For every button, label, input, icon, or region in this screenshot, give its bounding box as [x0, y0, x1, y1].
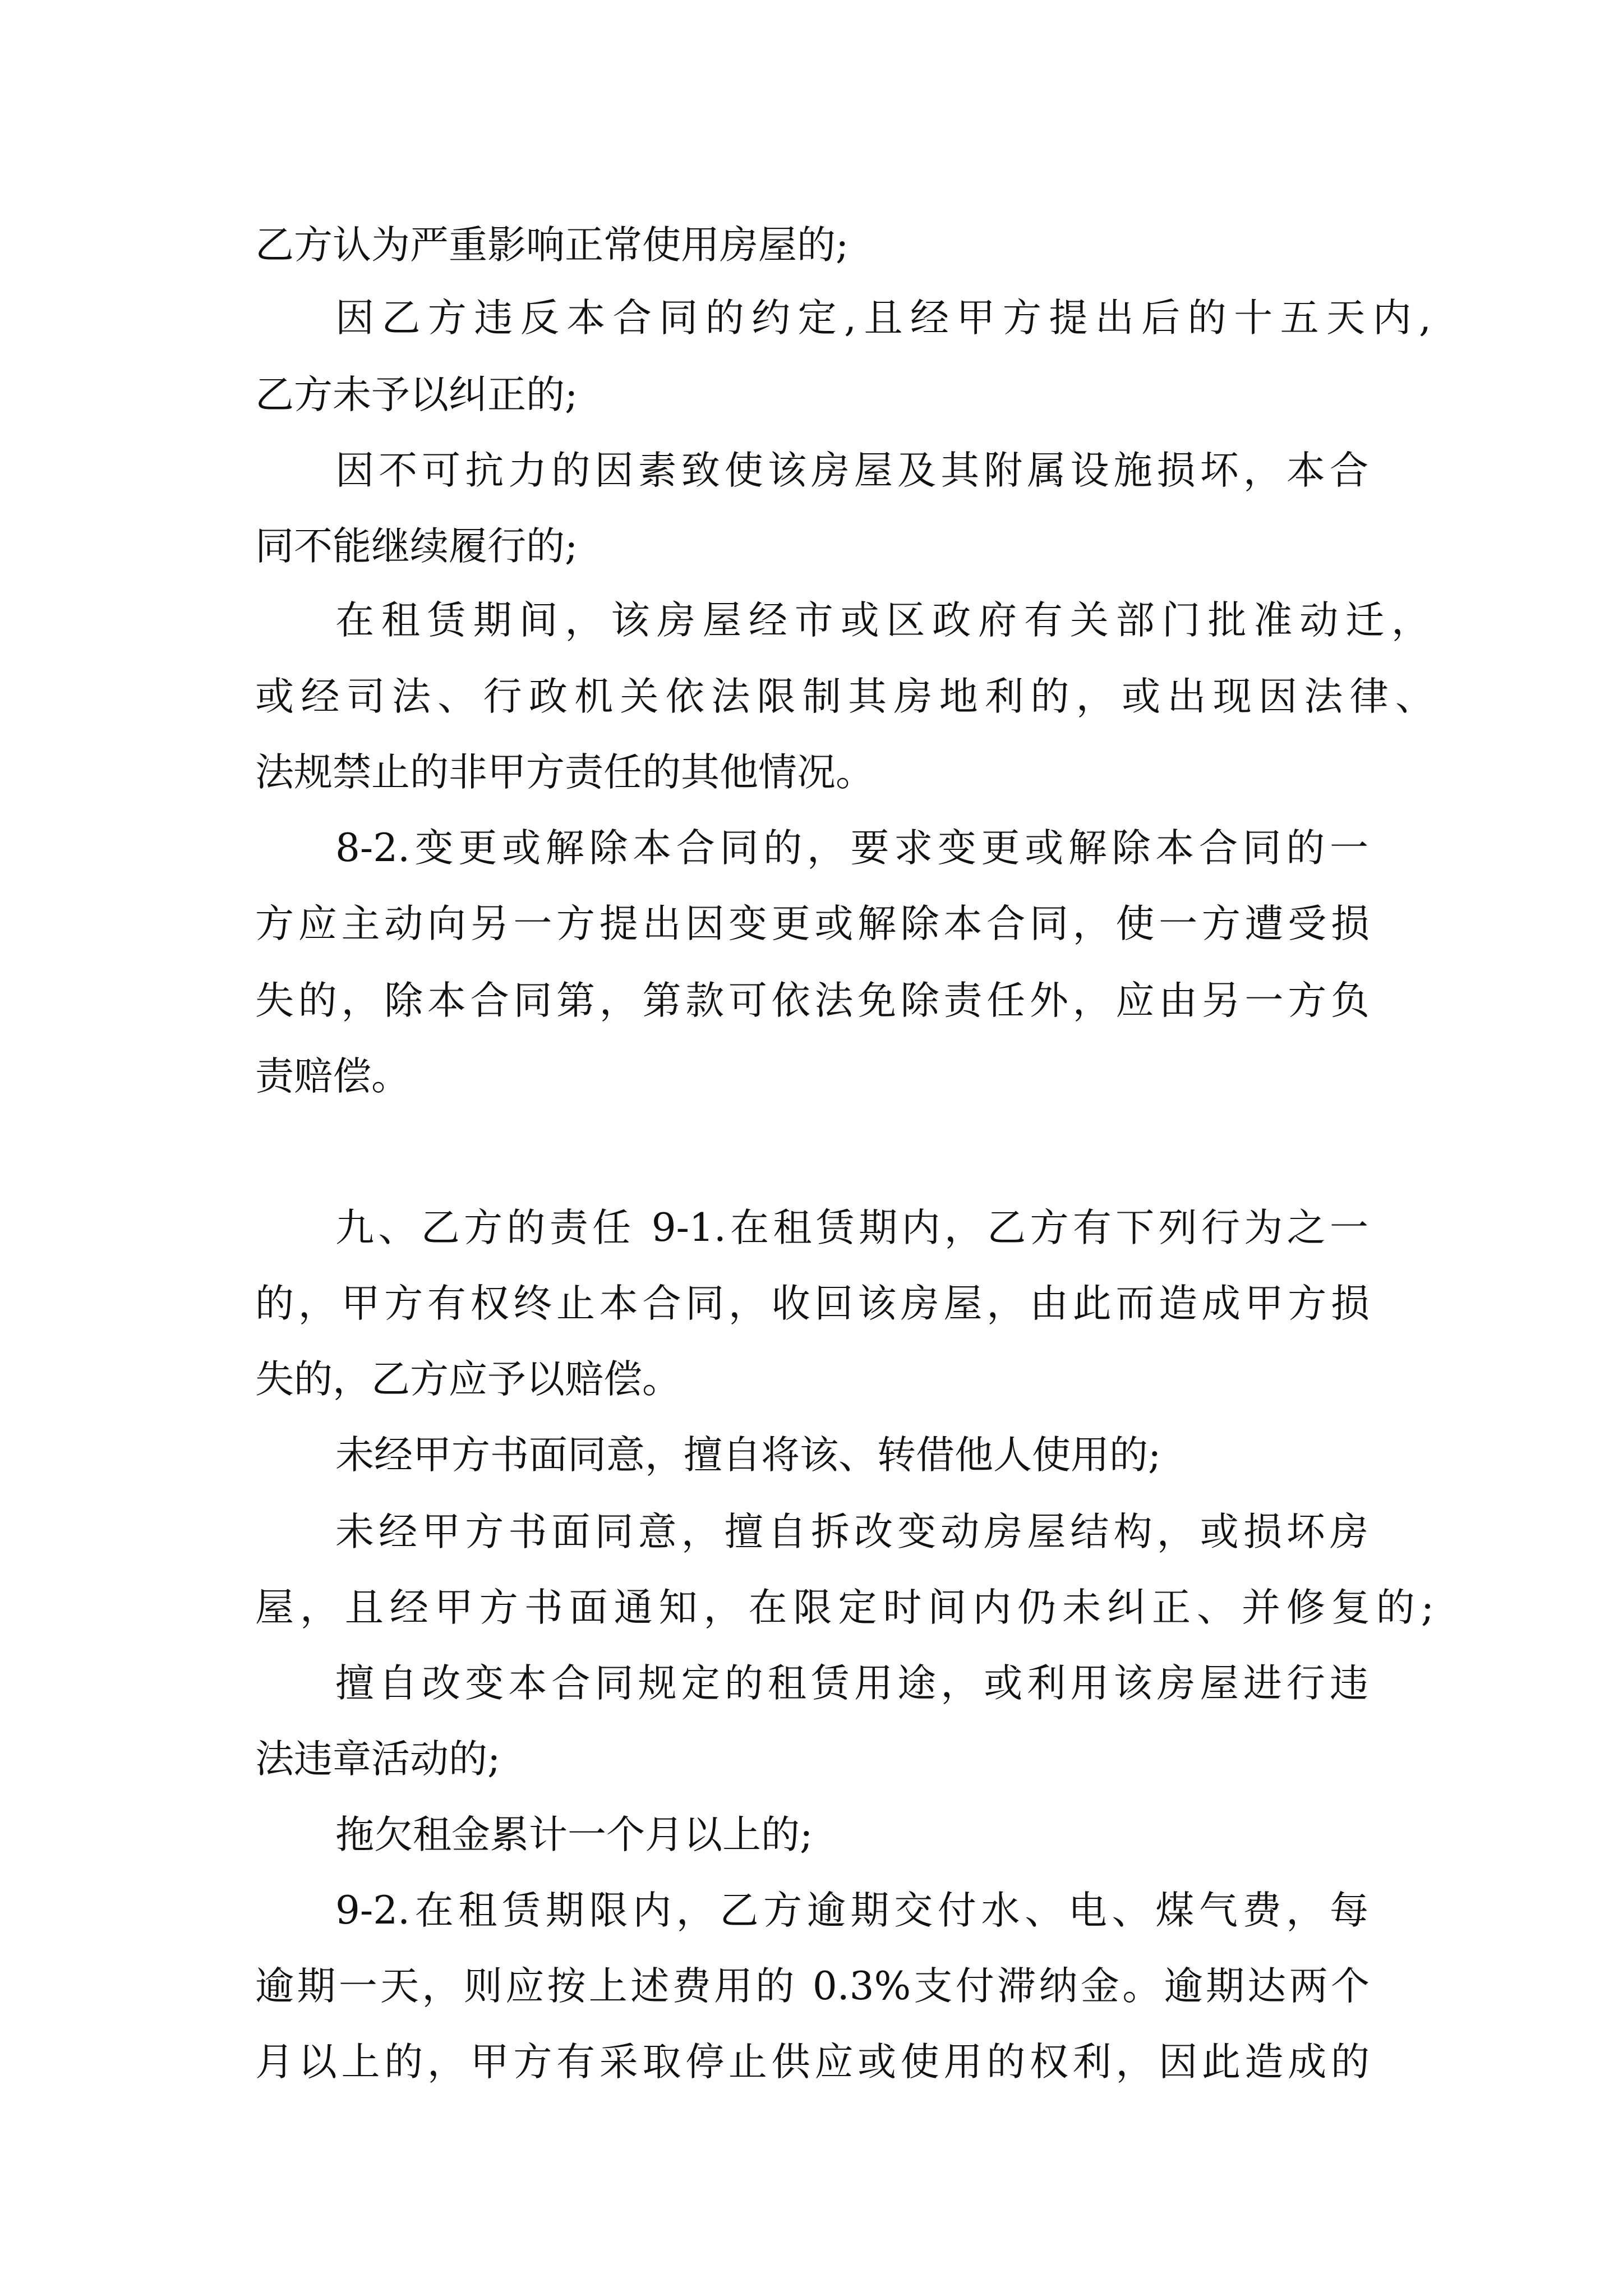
text-line: 乙方未予以纠正的; [255, 372, 578, 417]
text-line: 在租赁期间，该房屋经市或区政府有关部门批准动迁， [335, 598, 1430, 643]
text-line: 因乙方违反本合同的约定,且经甲方提出后的十五天内, [335, 296, 1431, 341]
text-line: 擅自改变本合同规定的租赁用途，或利用该房屋进行违 [335, 1661, 1368, 1706]
text-line: 逾期一天，则应按上述费用的 0.3%支付滞纳金。逾期达两个 [255, 1964, 1370, 2009]
text-line: 失的，乙方应予以赔偿。 [255, 1357, 681, 1402]
text-line: 法规禁止的非甲方责任的其他情况。 [255, 750, 874, 795]
text-line: 月以上的，甲方有采取停止供应或使用的权利，因此造成的 [255, 2040, 1370, 2085]
text-line: 因不可抗力的因素致使该房屋及其附属设施损坏，本合 [335, 448, 1368, 493]
text-line: 未经甲方书面同意，擅自将该、转借他人使用的; [335, 1433, 1161, 1478]
text-line: 责赔偿。 [255, 1054, 410, 1099]
text-line: 拖欠租金累计一个月以上的; [335, 1812, 813, 1857]
text-line: 或经司法、行政机关依法限制其房地利的，或出现因法律、 [255, 674, 1434, 719]
text-line: 的，甲方有权终止本合同，收回该房屋，由此而造成甲方损 [255, 1281, 1370, 1326]
text-line: 8-2.变更或解除本合同的，要求变更或解除本合同的一 [335, 826, 1368, 871]
text-line: 法违章活动的; [255, 1737, 501, 1782]
text-line: 九、乙方的责任 9-1.在租赁期内，乙方有下列行为之一 [335, 1205, 1368, 1250]
text-line: 乙方认为严重影响正常使用房屋的; [255, 223, 849, 268]
text-line: 未经甲方书面同意，擅自拆改变动房屋结构，或损坏房 [335, 1510, 1368, 1554]
text-line: 同不能继续履行的; [255, 524, 578, 569]
text-line: 9-2.在租赁期限内，乙方逾期交付水、电、煤气费，每 [335, 1888, 1368, 1933]
text-line: 屋，且经甲方书面通知，在限定时间内仍未纠正、并修复的; [255, 1585, 1434, 1630]
text-line: 失的，除本合同第，第款可依法免除责任外，应由另一方负 [255, 978, 1370, 1023]
text-line: 方应主动向另一方提出因变更或解除本合同，使一方遭受损 [255, 901, 1370, 946]
